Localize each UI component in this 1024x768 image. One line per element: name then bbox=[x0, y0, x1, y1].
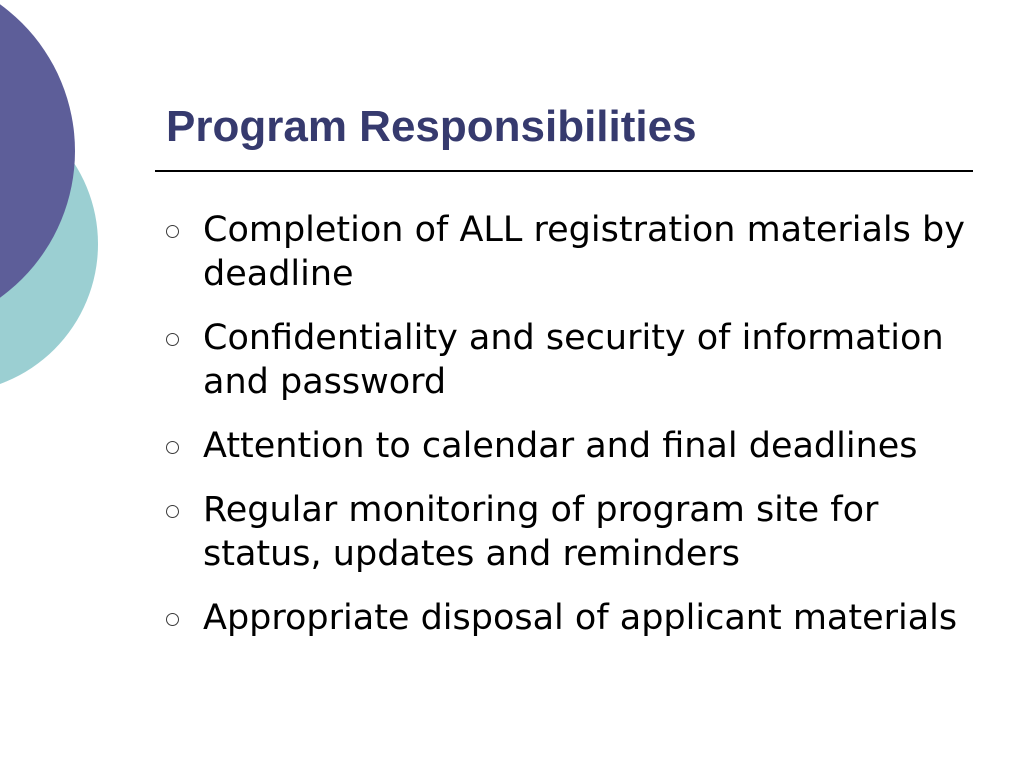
bullet-item bbox=[166, 316, 966, 404]
bullet-text: Completion of ALL registration materials by deadline bbox=[203, 210, 965, 294]
bullet-text: Confidentiality and security of information and password bbox=[203, 318, 944, 402]
bullet-item bbox=[166, 596, 966, 640]
bullet-item bbox=[166, 424, 966, 468]
bullet-item bbox=[166, 208, 966, 296]
hollow-circle-bullet-icon bbox=[166, 613, 179, 626]
bullet-text: Appropriate disposal of applicant materials bbox=[203, 598, 958, 638]
bullet-list bbox=[166, 208, 966, 660]
slide-title: Program Responsibilities bbox=[166, 102, 697, 151]
hollow-circle-bullet-icon bbox=[166, 441, 179, 454]
hollow-circle-bullet-icon bbox=[166, 333, 179, 346]
title-divider bbox=[155, 170, 973, 172]
bullet-text: Regular monitoring of program site for status, updates and reminders bbox=[203, 490, 879, 574]
hollow-circle-bullet-icon bbox=[166, 505, 179, 518]
hollow-circle-bullet-icon bbox=[166, 225, 179, 238]
bullet-item bbox=[166, 488, 966, 576]
bullet-text: Attention to calendar and final deadlines bbox=[203, 426, 918, 466]
